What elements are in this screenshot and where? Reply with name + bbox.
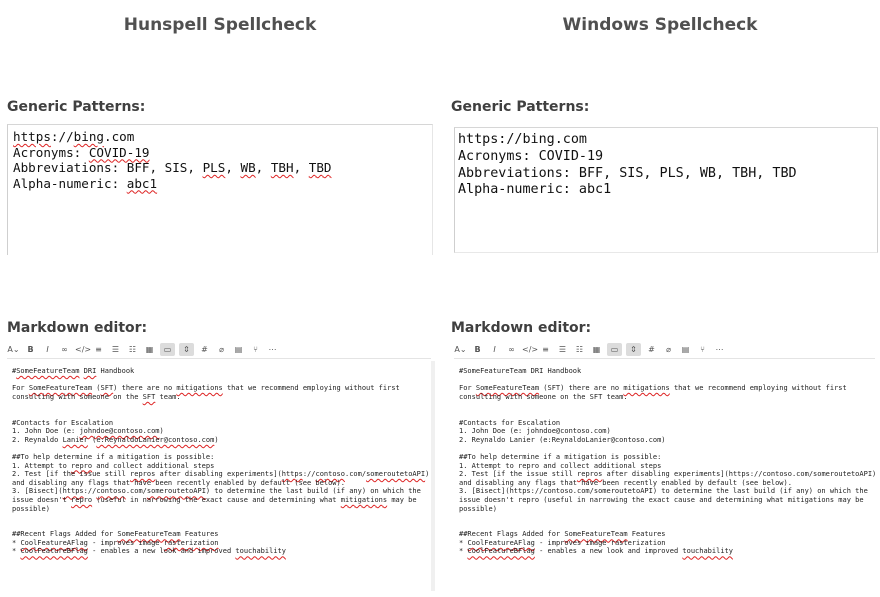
md-text: after disabling experiments]( xyxy=(155,470,282,479)
md-text: ( xyxy=(87,435,97,444)
text-run: :// xyxy=(50,129,74,144)
misspelled-word: https xyxy=(13,129,51,144)
md-text: ) xyxy=(159,427,164,436)
md-text: ) to determine the last build (if any) on which the xyxy=(205,487,421,496)
misspelled-word: repro xyxy=(71,495,93,504)
md-text: 2. Test [if the issue still xyxy=(12,470,131,479)
md-text: that we recommend employing without first xyxy=(222,384,400,393)
misspelled-word: abc1 xyxy=(126,175,158,191)
generic-patterns-textbox[interactable] xyxy=(7,124,433,255)
misspelled-word: bing xyxy=(73,129,105,144)
text-run: .com xyxy=(104,129,135,144)
misspelled-word: DRI xyxy=(83,367,97,375)
pr-link-icon[interactable]: ⑂ xyxy=(253,345,258,354)
generic-patterns-label: Generic Patterns: xyxy=(7,99,146,115)
bold-icon[interactable]: B xyxy=(474,345,481,354)
md-line: consulting with someone on the SFT team. xyxy=(459,392,628,401)
numbered-list-icon[interactable]: ☷ xyxy=(128,345,137,354)
md-text: * xyxy=(12,547,21,556)
md-text: after disabling experiments](https://contoso.com/someroutetoAPI) xyxy=(602,470,877,479)
md-text: - improves image rasterization xyxy=(534,538,666,547)
misspelled-word: Lanier xyxy=(62,435,88,444)
text-line: Acronyms: COVID-19 xyxy=(458,148,604,164)
scrollbar[interactable] xyxy=(431,361,435,591)
misspelled-word: repro xyxy=(71,461,93,470)
windows-panel xyxy=(440,0,880,597)
misspelled-word: SFT xyxy=(100,384,114,393)
md-text: 3. [Bisect]( xyxy=(12,487,63,496)
misspelled-word: https xyxy=(281,470,303,479)
generic-patterns-label: Generic Patterns: xyxy=(451,99,590,115)
generic-patterns-text xyxy=(458,132,797,199)
text-run: , xyxy=(293,160,309,175)
md-line: #Contacts for Escalation xyxy=(459,418,561,427)
text-run: Abbreviations: BFF, SIS, xyxy=(13,160,203,175)
misspelled-word: e:ReynaldoLanier@contoso.com xyxy=(96,435,215,444)
bulleted-list-icon[interactable]: ☰ xyxy=(111,345,120,354)
text-line: Alpha-numeric: abc1 xyxy=(458,182,612,198)
md-text: Features xyxy=(627,530,666,539)
md-text: * xyxy=(459,547,468,556)
misspelled-word: touchability xyxy=(235,547,286,556)
md-line: 3. [Bisect](https://contoso.com/someroutetoAPI) to determine the last build (if any) on which the xyxy=(459,487,868,496)
md-text: that we recommend employing without first xyxy=(669,384,847,393)
md-text: 2. Reynaldo xyxy=(12,435,63,444)
misspelled-word: SomeFeatureTeam xyxy=(28,384,93,393)
md-text: * xyxy=(12,538,21,547)
md-text: For xyxy=(459,384,476,393)
misspelled-word: johndoe@contoso.com xyxy=(79,427,160,436)
misspelled-word: contoso xyxy=(96,487,126,496)
misspelled-word: CoolFeatureAFlag xyxy=(467,538,535,547)
md-line: ##To help determine if a mitigation is possible: xyxy=(459,452,662,461)
code-icon[interactable]: </> xyxy=(522,345,539,354)
pr-link-icon[interactable]: ⑂ xyxy=(700,345,705,354)
misspelled-word: repros xyxy=(577,470,603,479)
text-run: Alpha-numeric: xyxy=(13,175,127,191)
italic-icon[interactable]: I xyxy=(493,345,496,354)
md-line: #Contacts for Escalation xyxy=(12,418,114,427)
md-text: and collect additional steps xyxy=(92,461,215,470)
text-line: Abbreviations: BFF, SIS, PLS, WB, TBH, TBD xyxy=(458,165,797,181)
md-line: issue doesn't repro (useful in narrowing the exact cause and determining what mitigations may be xyxy=(459,495,864,504)
italic-icon[interactable]: I xyxy=(46,345,49,354)
md-line: 1. John Doe (e: johndoe@contoso.com) xyxy=(459,427,611,436)
misspelled-word: contoso xyxy=(315,470,345,479)
md-text: * xyxy=(459,538,468,547)
markdown-toolbar xyxy=(7,341,431,359)
code-icon[interactable]: </> xyxy=(75,345,92,354)
md-text: issue doesn't xyxy=(12,495,72,504)
link-icon[interactable]: ∞ xyxy=(508,345,515,354)
generic-patterns-textbox[interactable] xyxy=(454,127,878,253)
split-icon[interactable]: ⇕ xyxy=(179,343,194,356)
md-line: 2. Reynaldo Lanier (e:ReynaldoLanier@contoso.com) xyxy=(459,435,666,444)
markdown-editor-label: Markdown editor: xyxy=(451,320,592,336)
preview-icon[interactable]: ▭ xyxy=(160,343,175,356)
misspelled-word: CoolFeatureAFlag xyxy=(20,538,88,547)
misspelled-word: someroutetoAPI xyxy=(146,487,206,496)
mention-icon[interactable]: ▤ xyxy=(234,345,243,354)
generic-patterns-text xyxy=(13,129,332,191)
misspelled-word: COVID-19 xyxy=(88,144,150,160)
more-icon[interactable]: ⋯ xyxy=(715,345,724,354)
text-run: , xyxy=(225,160,241,175)
md-text: ##Recent Flags Added for xyxy=(12,530,118,539)
format-icon[interactable]: A⌄ xyxy=(7,345,20,354)
md-text: 1. John Doe (e: xyxy=(12,427,80,436)
misspelled-word: touchability xyxy=(682,547,733,556)
misspelled-word: TBH xyxy=(270,160,294,175)
md-text: - enables a new look and improved xyxy=(534,547,683,556)
numbered-list-icon[interactable]: ☷ xyxy=(575,345,584,354)
misspelled-word: SomeFeatureTeam xyxy=(475,384,540,393)
heading-icon[interactable]: # xyxy=(648,345,655,354)
mention-icon[interactable]: ▤ xyxy=(681,345,690,354)
markdown-editor-content[interactable] xyxy=(12,367,432,556)
md-text: ) xyxy=(214,435,219,444)
misspelled-word: SFT xyxy=(142,392,156,401)
panel-title: Windows Spellcheck xyxy=(562,15,758,35)
markdown-toolbar xyxy=(454,341,875,359)
md-text: .com/ xyxy=(345,470,367,479)
misspelled-word: SomeFeatureTeam xyxy=(16,367,80,375)
md-text: - enables a new look and improved xyxy=(87,547,236,556)
table-icon[interactable]: ▦ xyxy=(145,345,154,354)
md-line: ##To help determine if a mitigation is possible: xyxy=(12,452,215,461)
split-icon[interactable]: ⇕ xyxy=(626,343,641,356)
misspelled-word: PLS xyxy=(202,160,226,175)
md-text: may be xyxy=(387,495,417,504)
md-text: ) there are no xyxy=(113,384,177,393)
bulleted-list-icon[interactable]: ☰ xyxy=(558,345,567,354)
text-run: , xyxy=(255,160,271,175)
text-run: Acronyms: xyxy=(13,144,89,160)
bold-icon[interactable]: B xyxy=(27,345,34,354)
md-text: - improves image xyxy=(87,538,164,547)
md-line: possible) xyxy=(12,504,50,513)
attach-icon[interactable]: ⌀ xyxy=(666,345,671,354)
table-icon[interactable]: ▦ xyxy=(592,345,601,354)
misspelled-word: WB xyxy=(240,160,256,175)
text-line: https://bing.com xyxy=(458,132,587,147)
misspelled-word: mitigations xyxy=(176,384,223,393)
md-text: For xyxy=(12,384,29,393)
misspelled-word: CoolFeatureBFlag xyxy=(467,547,535,556)
misspelled-word: https xyxy=(62,487,84,496)
misspelled-word: SomeFeatureTeam xyxy=(564,530,628,539)
markdown-editor-label: Markdown editor: xyxy=(7,320,148,336)
md-line: and disabling any flags that have been recently enabled by default (see below). xyxy=(459,478,792,487)
more-icon[interactable]: ⋯ xyxy=(268,345,277,354)
misspelled-word: mitigations xyxy=(340,495,388,504)
md-line: 1. Attempt to repro and collect additional steps xyxy=(459,461,662,470)
panel-title: Hunspell Spellcheck xyxy=(123,15,317,35)
md-text: # xyxy=(12,367,17,375)
misspelled-word: CoolFeatureBFlag xyxy=(20,547,88,556)
misspelled-word: mitigations xyxy=(623,384,670,393)
markdown-editor-content[interactable] xyxy=(459,367,879,556)
md-text: 1. Attempt to xyxy=(12,461,72,470)
md-text: Features xyxy=(180,530,219,539)
md-line: possible) xyxy=(459,504,497,513)
md-text: :// xyxy=(302,470,316,479)
md-text: ) xyxy=(425,470,430,479)
list-icon[interactable]: ≡ xyxy=(542,345,549,354)
misspelled-word: SomeFeatureTeam xyxy=(117,530,181,539)
md-text: :// xyxy=(83,487,97,496)
md-text: 2. Test [if the issue still xyxy=(459,470,578,479)
misspelled-word: TBD xyxy=(308,160,332,175)
md-text: ( xyxy=(92,384,101,393)
md-text: ##Recent Flags Added for xyxy=(459,530,565,539)
md-line: and disabling any flags that have been recently enabled by default (see below). xyxy=(12,478,345,487)
misspelled-word: repros xyxy=(130,470,156,479)
misspelled-word: rasterization xyxy=(163,538,219,547)
md-text: team. xyxy=(155,392,181,401)
attach-icon[interactable]: ⌀ xyxy=(219,345,224,354)
md-text: Handbook xyxy=(96,367,135,375)
link-icon[interactable]: ∞ xyxy=(61,345,68,354)
md-text: (useful in narrowing the exact cause and determining what xyxy=(92,495,341,504)
misspelled-word: someroutetoAPI xyxy=(366,470,426,479)
md-text: consulting with someone on the xyxy=(12,392,143,401)
md-text: .com/ xyxy=(125,487,147,496)
list-icon[interactable]: ≡ xyxy=(95,345,102,354)
md-line: #SomeFeatureTeam DRI Handbook xyxy=(459,367,582,375)
format-icon[interactable]: A⌄ xyxy=(454,345,467,354)
md-text: (SFT) there are no xyxy=(539,384,624,393)
heading-icon[interactable]: # xyxy=(201,345,208,354)
preview-icon[interactable]: ▭ xyxy=(607,343,622,356)
